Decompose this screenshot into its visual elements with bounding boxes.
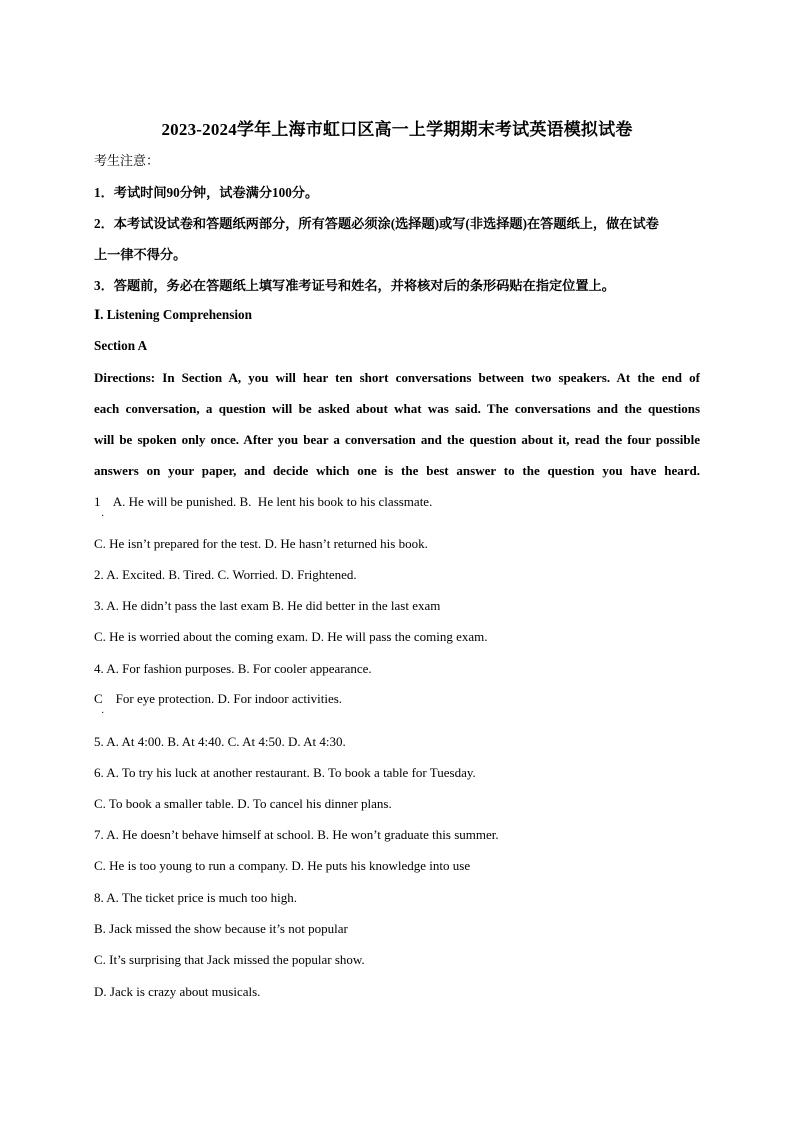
question-2-options: 2. A. Excited. B. Tired. C. Worried. D. Frightened. [94,567,357,582]
notice-item-3: 3．答题前，务必在答题纸上填写准考证号和姓名，并将核对后的条形码贴在指定位置上。 [94,278,615,293]
directions-line: each conversation, a question will be asked about what was said. The conversations and the questions [94,401,700,416]
page-title: 2023-2024学年上海市虹口区高一上学期期末考试英语模拟试卷 [161,120,633,139]
question-8-option-a: 8. A. The ticket price is much too high. [94,890,298,905]
question-8-option-c: C. It’s surprising that Jack missed the popular show. [94,952,365,967]
notice-item-2: 2．本考试设试卷和答题纸两部分，所有答题必须涂(选择题)或写(非选择题)在答题纸上，做在试卷 [94,216,659,231]
dot-mark: · [101,511,105,522]
notice-heading: 考生注意： [94,153,160,168]
question-6-options-cd: C. To book a smaller table. D. To cancel his dinner plans. [94,796,392,811]
question-8-option-d: D. Jack is crazy about musicals. [94,984,261,999]
question-7-options-cd: C. He is too young to run a company. D. He puts his knowledge into use [94,858,471,873]
notice-item-1: 1．考试时间90分钟，试卷满分100分。 [94,185,319,200]
question-4-options-ab: 4. A. For fashion purposes. B. For cooler appearance. [94,661,372,676]
question-5-options: 5. A. At 4:00. B. At 4:40. C. At 4:50. D. At 4:30. [94,734,346,749]
question-4-options-cd: C For eye protection. D. For indoor activities. [94,691,343,706]
directions-line: answers on your paper, and decide which one is the best answer to the question you have heard. [94,463,700,478]
directions-line: Directions: In Section A, you will hear ten short conversations between two speakers. At the end of [94,370,700,385]
question-1-options-cd: C. He isn’t prepared for the test. D. He hasn’t returned his book. [94,536,428,551]
question-7-options-ab: 7. A. He doesn’t behave himself at school. B. He won’t graduate this summer. [94,827,499,842]
question-3-options-ab: 3. A. He didn’t pass the last exam B. He did better in the last exam [94,598,441,613]
dot-mark: · [101,708,105,719]
question-8-option-b: B. Jack missed the show because it’s not popular [94,921,348,936]
question-3-options-cd: C. He is worried about the coming exam. D. He will pass the coming exam. [94,629,488,644]
section-heading: Section A [94,338,148,353]
part-heading: Ⅰ. Listening Comprehension [94,307,252,322]
notice-item-2-continued: 上一律不得分。 [94,247,187,262]
directions-line: will be spoken only once. After you bear a conversation and the question about it, read the four possible [94,432,700,447]
question-6-options-ab: 6. A. To try his luck at another restaurant. B. To book a table for Tuesday. [94,765,476,780]
question-1-options-ab: 1 A. He will be punished. B. He lent his book to his classmate. [94,494,433,509]
